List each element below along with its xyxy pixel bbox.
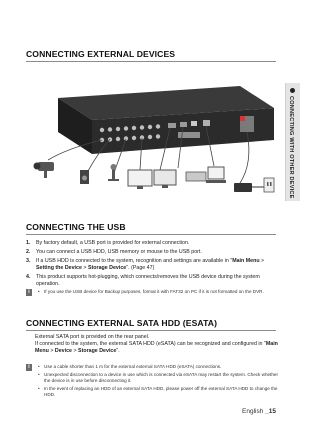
- monitor-icon-1: [128, 170, 152, 189]
- camera-icon: [34, 162, 55, 178]
- list-item: [26, 240, 278, 247]
- usb-port-icon: [191, 121, 197, 126]
- esata-notes: [26, 364, 278, 400]
- footer-language: English: [242, 408, 264, 415]
- step-number: 4.: [26, 273, 31, 280]
- monitor-icon-2: [154, 170, 176, 188]
- section-rule: [26, 61, 276, 62]
- step-number: 2.: [26, 248, 31, 255]
- section-title-esata: CONNECTING EXTERNAL SATA HDD (ESATA): [26, 318, 218, 328]
- list-item: [26, 258, 278, 273]
- lan-port-icon: [203, 120, 210, 126]
- vga-port-icon: [168, 123, 176, 128]
- microphone-icon: [108, 164, 119, 181]
- hdmi-port-icon: [180, 122, 187, 127]
- menu-path-main-menu: Main Menu: [232, 257, 260, 264]
- router-icon: [186, 172, 206, 181]
- power-switch-icon: [240, 116, 245, 121]
- usb-steps-list: [26, 240, 278, 290]
- menu-separator: >: [81, 264, 88, 271]
- menu-path-storage-device: Storage Device: [78, 348, 117, 355]
- computer-icon: [206, 167, 226, 183]
- note-item: • Unexpected disconnection to a device in use which is connected via eSATA may restart the system. Check whether the device is in use before disconnecting it.: [38, 372, 278, 384]
- page-footer: [242, 408, 276, 415]
- step-text: You can connect a USB HDD, USB memory or mouse to the USB port.: [36, 248, 202, 255]
- note-icon: i: [26, 364, 32, 371]
- wall-outlet-icon: [264, 178, 274, 192]
- note-icon: i: [26, 289, 32, 296]
- note-item: • In the event of replacing an HDD of an external SATA HDD, please power off the external SATA HDD to change the HDD.: [38, 386, 278, 398]
- step-text: By factory default, a USB port is provided for external connection.: [36, 240, 190, 246]
- menu-path-setting-device: Setting the Device: [36, 264, 82, 271]
- menu-path-device: Device: [54, 348, 72, 355]
- list-item: [26, 274, 278, 289]
- power-adapter-icon: [234, 183, 264, 192]
- section-rule: [26, 330, 276, 331]
- menu-separator: >: [259, 257, 265, 264]
- side-chapter-tab: [285, 83, 300, 201]
- menu-separator: >: [71, 348, 79, 355]
- usb-note: [26, 289, 278, 297]
- note-text: • If you use the USB device for Backup purposes, format it with FAT32 on PC if it is not formatted on the DVR.: [38, 289, 278, 295]
- section-title-usb: CONNECTING THE USB: [26, 222, 126, 232]
- menu-separator: >: [48, 348, 55, 355]
- esata-paragraph-2: [35, 341, 278, 356]
- esata-paragraph-1: External SATA port is provided on the rear panel.: [35, 334, 150, 340]
- menu-path-storage-device: Storage Device: [87, 264, 127, 271]
- note-item: • Use a cable shorter than 1 m for the external external SATA HDD (eSATA) connections.: [38, 364, 278, 370]
- para-text-pre: If connected to the system, the external SATA HDD (eSATA) can be recognized and configured in ": [35, 341, 266, 347]
- terminal-block-icon: [178, 132, 200, 138]
- step-text-pre: If a USB HDD is connected to the system, recognition and settings are available in ": [36, 257, 233, 264]
- menu-path-main-menu: Main Menu: [35, 341, 278, 355]
- side-tab-label: CONNECTING WITH OTHER DEVICE: [288, 96, 294, 199]
- list-item: [26, 249, 278, 256]
- dvr-connection-diagram: [28, 68, 278, 208]
- step-text-post: ". (Page 47): [126, 264, 155, 271]
- page-number: _15: [265, 408, 276, 415]
- step-text: This product supports hot-plugging, which connects/removes the USB device during the system operation.: [36, 273, 260, 287]
- step-number: 1.: [26, 240, 31, 246]
- section-rule: [26, 234, 276, 235]
- step-number: 3.: [26, 257, 31, 264]
- section-title-external-devices: CONNECTING EXTERNAL DEVICES: [26, 49, 176, 59]
- para-text-post: ".: [116, 348, 120, 355]
- tab-bullet-icon: [290, 88, 295, 93]
- speaker-icon: [80, 170, 89, 184]
